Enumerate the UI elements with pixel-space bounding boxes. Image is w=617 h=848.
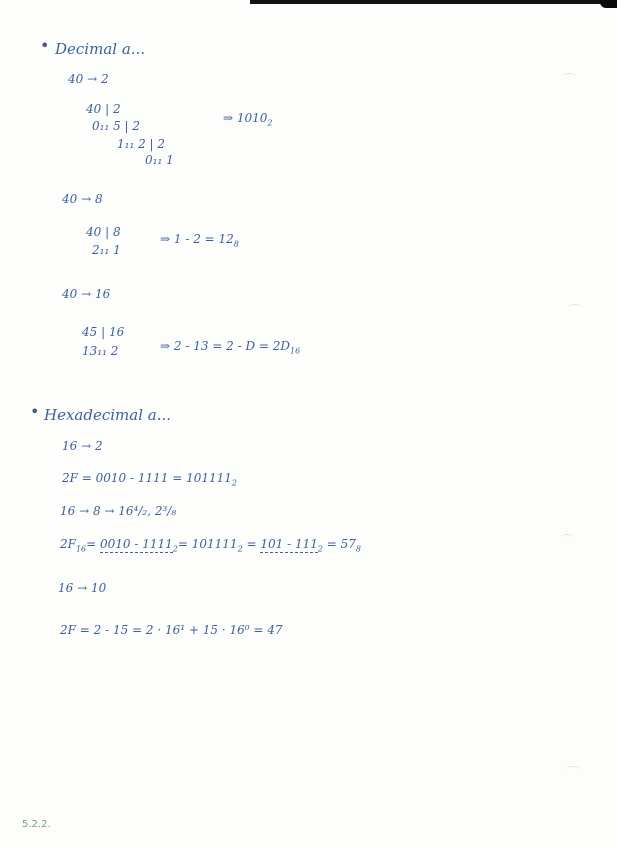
conversion-label-hex-dec: 16 → 10	[58, 581, 107, 595]
division-row: 13₁₁ 2	[82, 344, 119, 358]
division-row: 1₁₁ 2 | 2	[117, 137, 166, 151]
page-number: 5.2.2.	[22, 819, 51, 830]
division-row: 2₁₁ 1	[92, 243, 121, 257]
line-hex-bin: $2F = 0010 - 1111 = 101111_2$	[62, 471, 237, 488]
bullet-point: •	[30, 402, 40, 421]
division-row: 0₁₁ 5 | 2	[92, 119, 141, 133]
margin-mark	[560, 534, 574, 541]
conversion-label-hex-oct: 16 → 8 → 16⁴/₂, 2³/₈	[60, 504, 177, 518]
scan-top-edge	[250, 0, 617, 4]
division-row: 45 | 16	[82, 325, 125, 339]
section-heading-decimal: Decimal a...	[55, 40, 146, 58]
conversion-label-hex-bin: 16 → 2	[62, 439, 103, 453]
division-row: 0₁₁ 1	[145, 153, 174, 167]
result-dec-oct: ⇒ $1 - 2 = 12_8$	[160, 232, 239, 249]
conversion-label-dec-hex: 40 → 16	[62, 287, 111, 301]
margin-mark	[568, 304, 582, 311]
conversion-label-dec-bin: 40 → 2	[68, 72, 109, 86]
scan-corner	[600, 0, 617, 8]
line-hex-dec: 2F = 2 - 15 = 2 · 16¹ + 15 · 16⁰ = 47	[60, 623, 283, 637]
margin-mark	[562, 73, 576, 80]
section-heading-hex: Hexadecimal a...	[44, 406, 172, 424]
conversion-label-dec-oct: 40 → 8	[62, 192, 103, 206]
division-row: 40 | 8	[86, 225, 121, 239]
margin-mark	[566, 766, 580, 773]
result-dec-bin: ⇒ $1010_2$	[223, 111, 273, 128]
line-hex-oct: $2F_{16}= 0010 - 1111_2= 101111_2 = 101 - 111_2 = 57_8$	[60, 537, 361, 554]
division-row: 40 | 2	[86, 102, 121, 116]
result-dec-hex: ⇒ $2 - 13 = 2 - D = 2D_{16}$	[160, 339, 301, 356]
bullet-point: •	[40, 36, 50, 55]
